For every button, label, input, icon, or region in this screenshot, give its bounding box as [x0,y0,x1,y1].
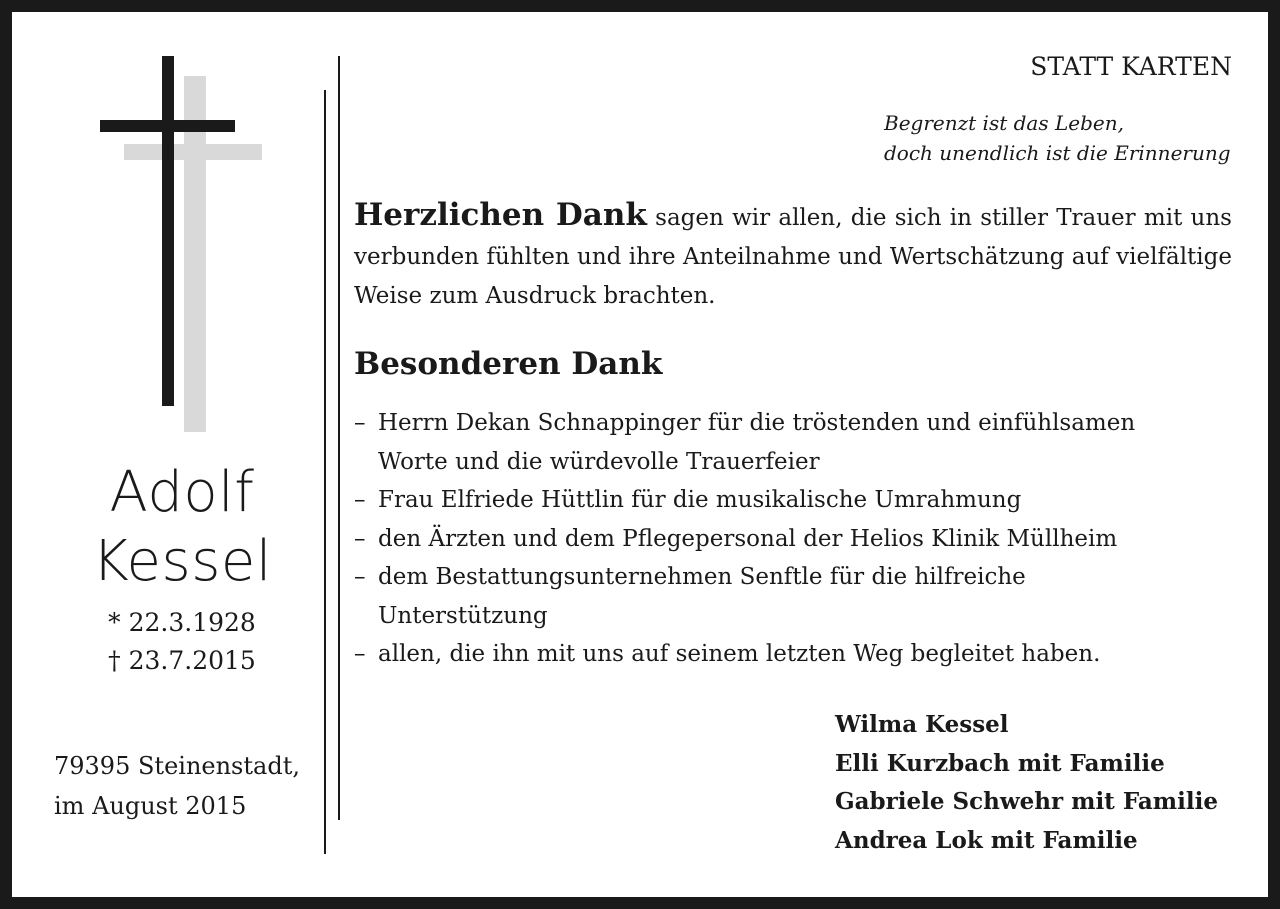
signer-name: Wilma Kessel [835,711,1009,738]
dash-icon: – [354,525,366,552]
divider-rule-upper [338,56,340,820]
list-item [354,635,1232,674]
birth-date: * 22.3.1928 [108,608,256,637]
quote-line-2: doch unendlich ist die Erinnerung [884,141,1231,165]
first-name: Adolf [109,460,255,525]
cross-shadow-horizontal [124,144,262,160]
list-item-line: allen, die ihn mit uns auf seinem letzten Weg begleitet haben. [378,641,1101,667]
cross-icon [100,56,280,436]
death-date: † 23.7.2015 [108,646,256,675]
list-item-line: dem Bestattungsunternehmen Senftle für die hilfreiche [378,564,1026,590]
list-item-line: Worte und die würdevolle Trauerfeier [378,448,820,475]
left-column [12,12,332,897]
special-thanks-heading: Besonderen Dank [354,346,663,382]
list-item [354,404,1232,481]
place-date [54,746,300,826]
statt-karten: STATT KARTEN [1030,52,1232,81]
special-thanks-list [354,404,1232,674]
list-item [354,520,1232,559]
list-item-line: Frau Elfriede Hüttlin für die musikalische Umrahmung [378,487,1022,513]
dash-icon: – [354,487,366,513]
quote [884,108,1231,168]
list-item [354,481,1232,520]
list-item [354,558,1232,635]
cross-horizontal [100,120,235,132]
place-line-2: im August 2015 [54,792,247,820]
last-name: Kessel [92,529,272,594]
place-line-1: 79395 Steinenstadt, [54,752,300,780]
dash-icon: – [354,641,366,667]
cross-icon-graphic [100,56,280,436]
quote-line-1: Begrenzt ist das Leben, [884,111,1124,135]
signer-name: Elli Kurzbach mit Familie [835,749,1165,777]
right-column [354,12,1232,897]
list-item-line: Herrn Dekan Schnappinger für die tröstenden und einfühlsamen [378,410,1136,436]
thanks-text: sagen wir allen, die sich in stiller Trauer mit uns verbunden fühlten und ihre Anteilnahme und Wertschätzung auf vielfältige Weise zum Ausdruck brachten. [354,205,1232,309]
cross-vertical [162,56,174,406]
dash-icon: – [354,410,366,436]
signers [835,706,1218,860]
signer-name: Gabriele Schwehr mit Familie [835,788,1218,815]
list-item-line: Unterstützung [378,602,548,629]
divider-rule-lower [324,90,326,854]
list-item-line: den Ärzten und dem Pflegepersonal der Helios Klinik Müllheim [378,525,1118,552]
dash-icon: – [354,564,366,590]
obituary-card [12,12,1268,897]
signer-name: Andrea Lok mit Familie [835,826,1138,854]
thanks-paragraph [354,196,1232,316]
thanks-lead: Herzlichen Dank [354,197,647,233]
